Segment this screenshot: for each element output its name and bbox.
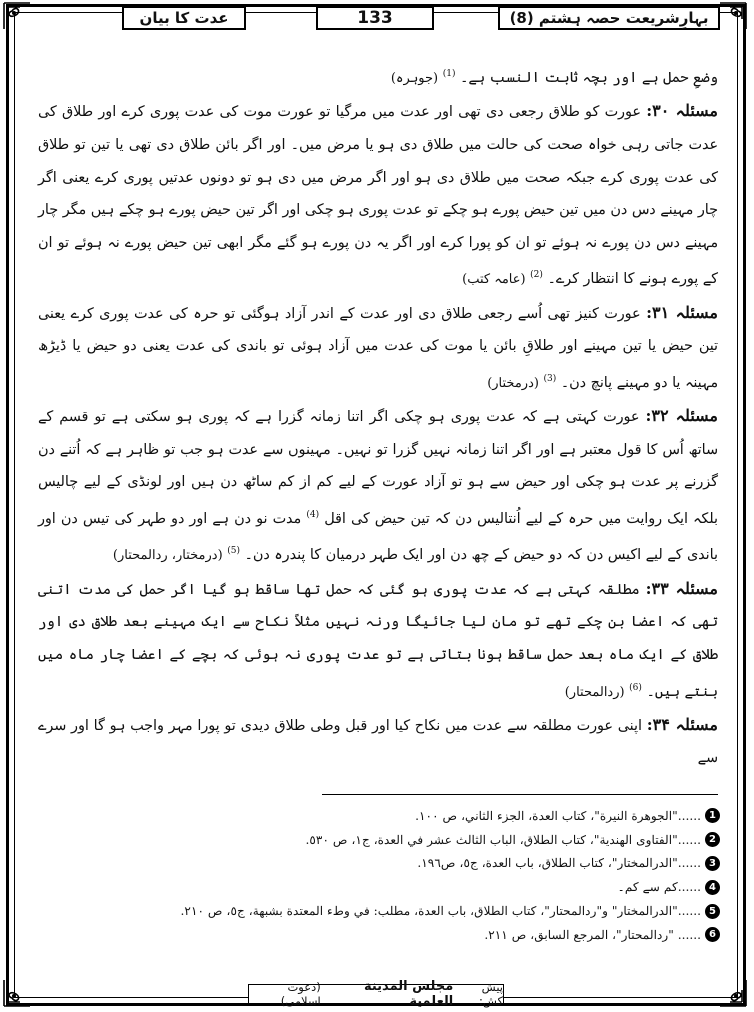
footnote-number: 2 — [705, 832, 720, 847]
footnote-text: ......"الدرالمختار" و"ردالمحتار"، كتاب الطلاق، باب العدة، مطلب: في وطء المعتدة بشبهة، ج٥، ص ٢١٠. — [180, 904, 701, 919]
footer-prefix: پیش کش: — [478, 980, 503, 1008]
paragraph — [38, 400, 718, 573]
footnote-item — [40, 923, 720, 947]
footnote-item — [40, 804, 720, 828]
source-ref: (ردالمحتار) — [564, 684, 625, 700]
paragraph — [38, 95, 718, 296]
main-text — [38, 58, 718, 778]
footnote-item — [40, 875, 720, 899]
footnotes — [40, 804, 720, 947]
publisher-name: مجلس المدينة العلمية — [363, 979, 454, 1009]
footnote-divider — [322, 794, 718, 795]
corner-ornament-icon — [718, 1, 748, 31]
paragraph-text: عورت کنیز تھی اُسے رجعی طلاق دی اور عدت کے اندر آزاد ہوگئی تو حرہ کی عدت پوری کرے یعنی تین حیض یا تین مہینے اور طلاقِ بائن یا موت کی عدت میں آزاد ہوئی تو باندی کی عدت یعنی دو حیض یا ڈیڑھ مہینہ یا دو مہینے پانچ دن۔ — [38, 305, 718, 391]
footnote-number: 1 — [705, 808, 720, 823]
footnote-mark: (1) — [442, 69, 456, 79]
footnote-number: 6 — [705, 927, 720, 942]
footnote-number: 5 — [705, 904, 720, 919]
page-footer — [248, 979, 504, 1009]
footer-suffix: (دعوت اسلامی) — [280, 980, 321, 1008]
source-ref: (عامہ کتب) — [462, 272, 526, 288]
paragraph-text: مدت نو دن ہے اور دو طہر کی تیس دن اور باندی کے لیے اکیس دن کہ دو حیض کے چھ دن اور ایک طہر درمیان کا پندرہ دن۔ — [38, 510, 718, 564]
book-title: بہارِشریعت حصہ ہشتم (8) — [498, 6, 720, 30]
footnote-text: ......"الجوهرة النيرة"، كتاب العدة، الجزء الثاني، ص ١٠٠. — [415, 808, 701, 823]
corner-ornament-icon — [718, 978, 748, 1008]
chapter-title: عدت کا بیان — [122, 6, 246, 30]
paragraph — [38, 709, 718, 775]
paragraph-text: عورت کہتی ہے کہ عدت پوری ہو چکی اگر اتنا زمانہ گزرا ہے کہ پوری ہو سکتی ہے تو قسم کے ساتھ اُس کا قول معتبر ہے اور اگر اتنا زمانہ نہیں گزرا تو نہیں۔ مہینوں سے عدت ہو جب تو ظاہر ہے کہ اُتنے دن گزرنے پر عدت ہو چکی اور حیض سے ہو تو آزاد عورت کے لیے کم از کم ساٹھ دن ہیں اور لونڈی کے لیے چالیس بلکہ ایک روایت میں حرہ کے لیے اُنتالیس دن کہ تین حیض کی اقل — [38, 409, 719, 527]
footnote-number: 3 — [705, 856, 720, 871]
paragraph-text: اپنی عورت مطلقہ سے عدت میں نکاح کیا اور قبل وطی طلاق دیدی تو پورا مہر واجب ہو گا اور سرے سے — [38, 717, 718, 767]
footnote-mark: (6) — [629, 682, 642, 693]
paragraph-text: عورت کو طلاق رجعی دی تھی اور عدت میں مرگیا تو عورت موت کی عدت پوری کرے اور طلاق کی عدت جاتی رہی خواہ صحت کی حالت میں طلاق دی ہو یا مرض میں۔ اور اگر بائن طلاق دی تھی یا تین تو طلاق کی عدت پوری کرے جبکہ صحت میں طلاق دی ہو اور اگر مرض میں دی ہو تو دونوں عدتیں پوری کرے یعنی اگر چار مہینے دس دن میں تین حیض پورے ہو چکے تو عدت پوری ہو چکی اور اگر تین حیض پورے ہو چکے ہیں مگر چار مہینے دس دن پورے نہ ہوئے تو ان کو پورا کرے اور اگر یہ دن پورے ہو گئے مگر ابھی تین حیض پورے نہ ہوئے تو ان کے پورے ہونے کا انتظار کرے۔ — [38, 104, 718, 288]
footnote-item — [40, 899, 720, 923]
footnote-mark: (5) — [227, 546, 240, 557]
source-ref: (جوہرہ) — [390, 70, 439, 86]
footnote-mark: (3) — [543, 373, 557, 384]
paragraph — [38, 297, 718, 401]
footnote-mark: (4) — [306, 510, 320, 521]
paragraph-text: وضعِ حمل ہے اور بچہ ثابت النسب ہے۔ — [460, 69, 718, 86]
paragraph-text: مطلقہ کہتی ہے کہ عدت پوری ہو گئی کہ حمل تھا ساقط ہو گیا اگر حمل کی مدت اتنی تھی کہ اعضا بن چکے تھے تو مان لیا جائیگا ورنہ نہیں مثلاً نکاح سے ایک مہینے بعد طلاق دی اور طلاق کے ایک ماہ بعد حمل ساقط ہونا بتاتی ہے تو عدت پوری نہ ہوئی کہ بچے کے اعضا چار ماہ میں بنتے ہیں۔ — [38, 581, 718, 700]
masla-label: مسئلہ ۳۱: — [646, 302, 718, 322]
masla-label: مسئلہ ۳۳: — [645, 578, 718, 598]
page-number: 133 — [316, 6, 434, 30]
footnote-text: ......کم سے کم۔ — [617, 880, 701, 895]
footnote-item — [40, 828, 720, 852]
footnote-text: ......"الدرالمختار"، كتاب الطلاق، باب العدة، ج٥، ص١٩٦. — [417, 856, 701, 871]
footnote-text: ...... "ردالمحتار"، المرجع السابق، ص ٢١١. — [484, 927, 701, 942]
corner-ornament-icon — [2, 1, 32, 31]
footnote-mark: (2) — [530, 270, 543, 281]
masla-label: مسئلہ ۳۲: — [645, 406, 718, 426]
footnote-item — [40, 852, 720, 876]
paragraph — [38, 573, 718, 709]
source-ref: (درمختار، ردالمحتار) — [112, 548, 223, 564]
footnote-text: ......"الفتاوى الهندية"، كتاب الطلاق، الباب الثالث عشر في العدة، ج١، ص ٥٣٠. — [305, 832, 701, 847]
masla-label: مسئلہ ۳۴: — [646, 714, 718, 734]
paragraph — [38, 58, 718, 95]
corner-ornament-icon — [2, 978, 32, 1008]
masla-label: مسئلہ ۳۰: — [646, 101, 718, 121]
footnote-number: 4 — [705, 880, 720, 895]
page-header — [30, 6, 720, 32]
source-ref: (درمختار) — [487, 375, 539, 391]
